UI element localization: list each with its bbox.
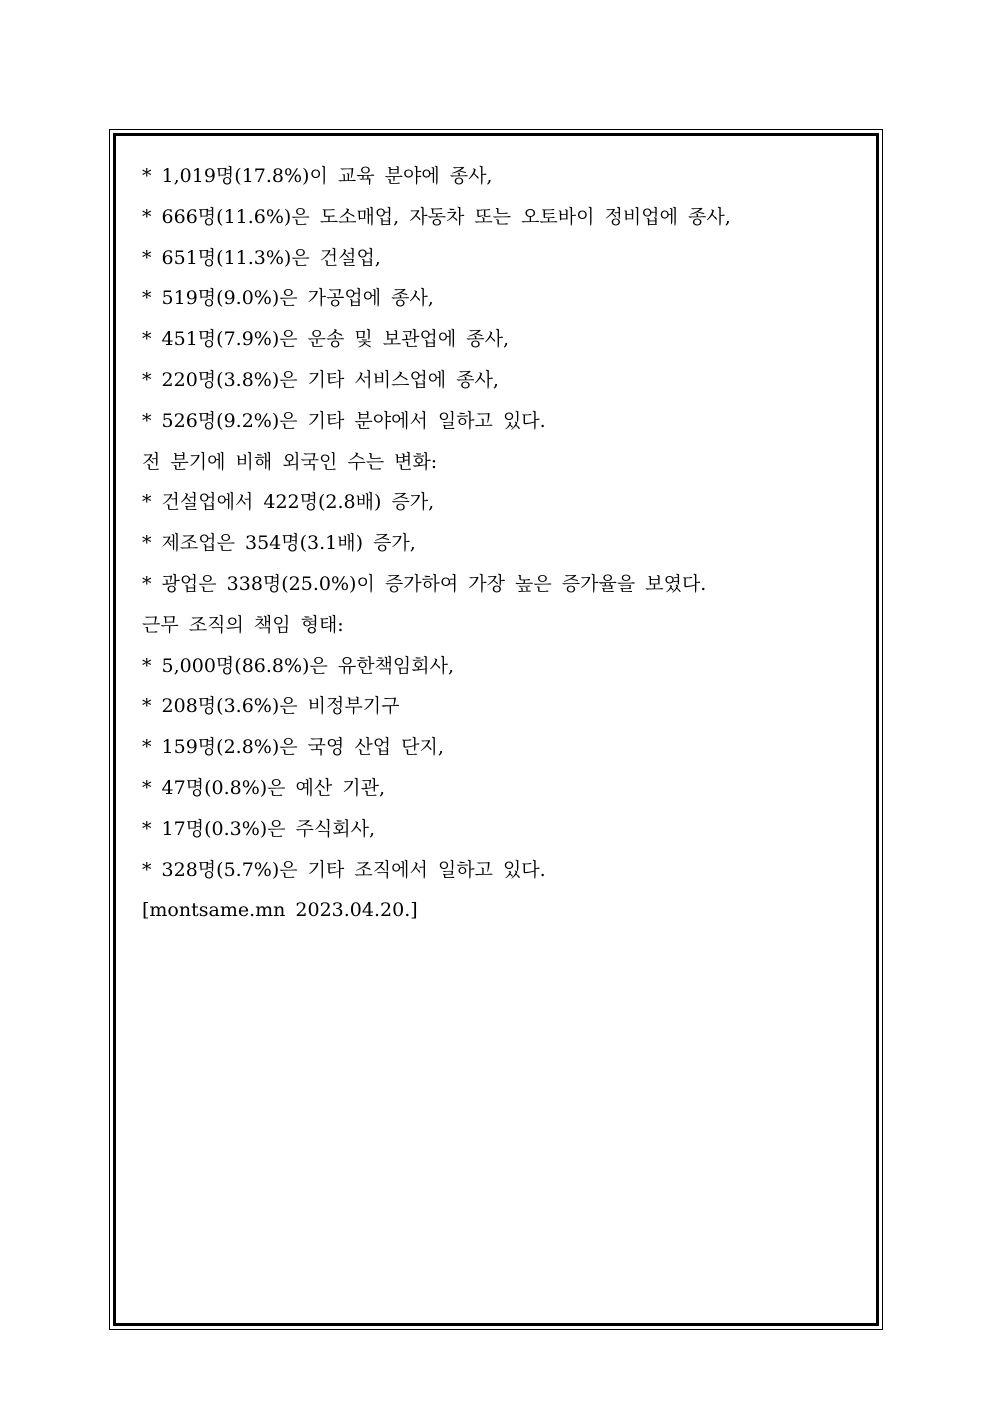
section-heading: 전 분기에 비해 외국인 수는 변화:: [142, 450, 438, 473]
list-item: * 666명(11.6%)은 도소매업, 자동차 또는 오토바이 정비업에 종사,: [142, 205, 731, 228]
list-item: * 건설업에서 422명(2.8배) 증가,: [142, 491, 435, 514]
list-item: * 5,000명(86.8%)은 유한책임회사,: [142, 654, 455, 677]
list-item: * 159명(2.8%)은 국영 산업 단지,: [142, 736, 444, 759]
list-item: * 519명(9.0%)은 가공업에 종사,: [142, 287, 434, 310]
list-item: * 광업은 338명(25.0%)이 증가하여 가장 높은 증가율을 보였다.: [142, 572, 707, 595]
list-item: * 220명(3.8%)은 기타 서비스업에 종사,: [142, 368, 499, 391]
list-item: * 47명(0.8%)은 예산 기관,: [142, 776, 386, 799]
source-citation: [montsame.mn 2023.04.20.]: [142, 899, 418, 922]
document-body: [142, 156, 862, 931]
list-item: * 328명(5.7%)은 기타 조직에서 일하고 있다.: [142, 858, 546, 881]
list-item: * 208명(3.6%)은 비정부기구: [142, 695, 400, 718]
list-item: * 1,019명(17.8%)이 교육 분야에 종사,: [142, 165, 493, 187]
list-item: * 451명(7.9%)은 운송 및 보관업에 종사,: [142, 328, 509, 351]
list-item: * 526명(9.2%)은 기타 분야에서 일하고 있다.: [142, 409, 546, 432]
list-item: * 17명(0.3%)은 주식회사,: [142, 817, 376, 840]
list-item: * 제조업은 354명(3.1배) 증가,: [142, 532, 416, 555]
list-item: * 651명(11.3%)은 건설업,: [142, 246, 381, 269]
section-heading: 근무 조직의 책임 형태:: [142, 613, 344, 636]
